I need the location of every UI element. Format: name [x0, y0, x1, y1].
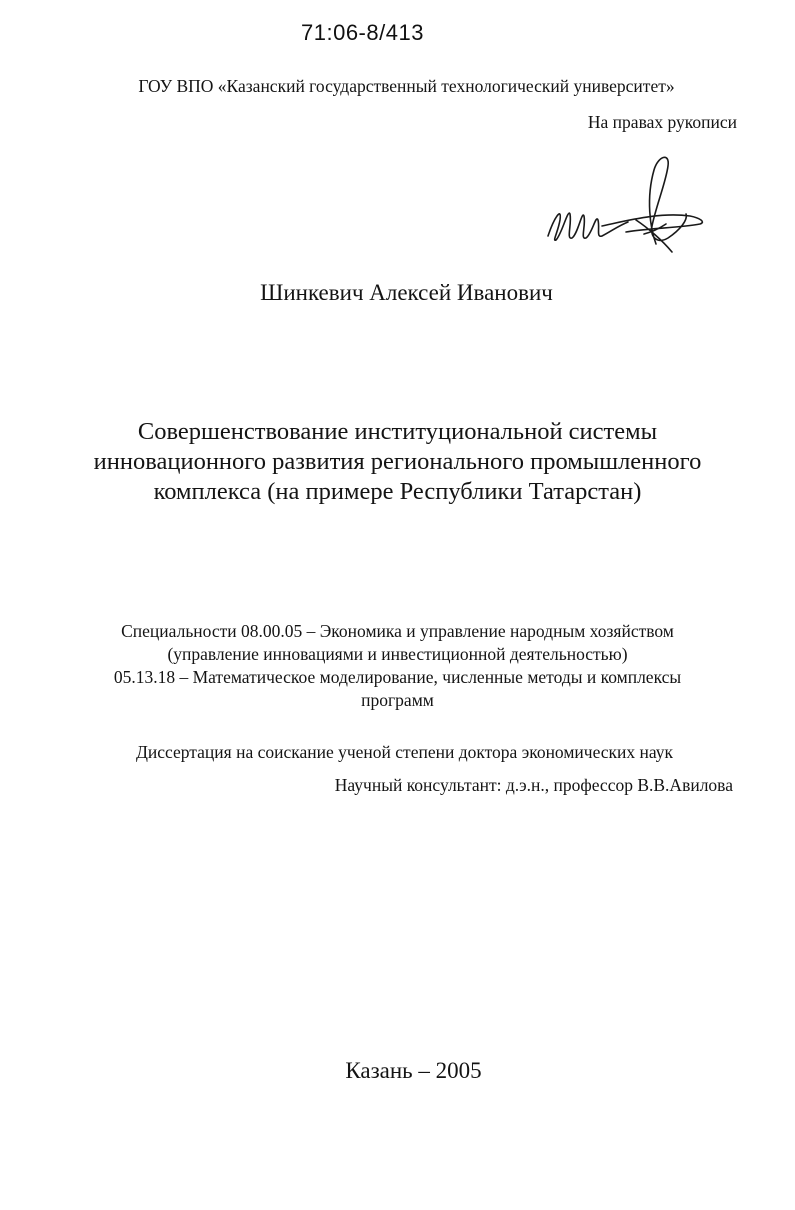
scientific-consultant: Научный консультант: д.э.н., профессор В.В.Авилова	[334, 775, 733, 795]
specialty-line: Специальности 08.00.05 – Экономика и управление народным хозяйством	[121, 621, 674, 641]
city-year: Казань – 2005	[345, 1058, 482, 1083]
title-line: инновационного развития регионального промышленного	[93, 448, 702, 475]
specialty-block	[0, 620, 795, 712]
dissertation-degree: Диссертация на соискание ученой степени доктора экономических наук	[135, 742, 674, 762]
manuscript-rights: На правах рукописи	[587, 112, 737, 132]
specialty-line: программ	[361, 690, 434, 710]
specialty-line: (управление инновациями и инвестиционной деятельностью)	[167, 644, 628, 664]
catalog-number: 71:06-8/413	[301, 20, 424, 45]
title-line: комплекса (на примере Республики Татарстан)	[153, 478, 642, 505]
specialty-line: 05.13.18 – Математическое моделирование, численные методы и комплексы	[113, 667, 682, 687]
dissertation-title	[0, 417, 795, 507]
title-line: Совершенствование институциональной системы	[137, 418, 658, 445]
university-name: ГОУ ВПО «Казанский государственный технологический университет»	[138, 76, 675, 96]
author-signature	[540, 148, 715, 263]
author-name: Шинкевич Алексей Иванович	[260, 280, 553, 305]
